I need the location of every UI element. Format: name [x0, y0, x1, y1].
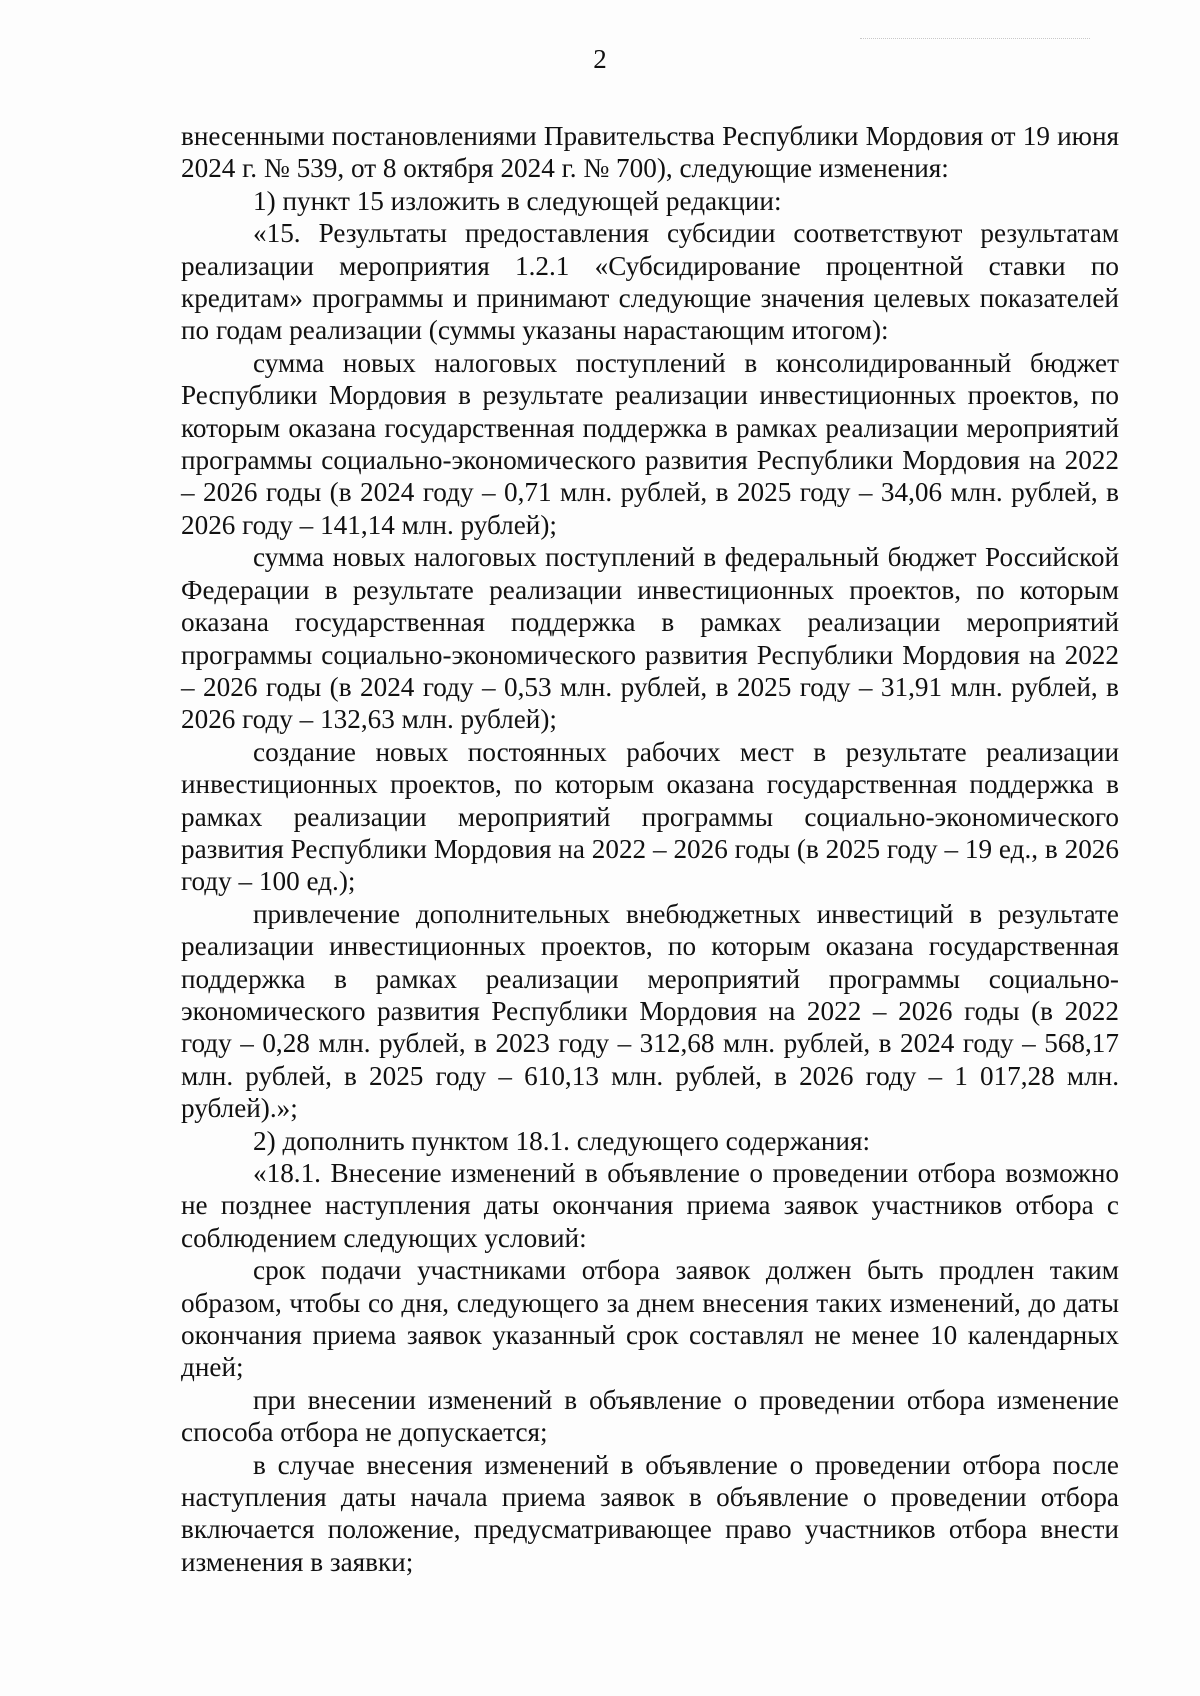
paragraph: «18.1. Внесение изменений в объявление о проведении отбора возможно не позднее наступления даты окончания приема заявок участников отбора с соблюдением следующих условий:	[181, 1158, 1119, 1253]
paragraph: срок подачи участниками отбора заявок должен быть продлен таким образом, чтобы со дня, следующего за днем внесения таких изменений, до даты окончания приема заявок указанный срок составлял не менее 10 календарных дней;	[181, 1255, 1119, 1383]
paragraph: «15. Результаты предоставления субсидии соответствуют результатам реализации мероприятия 1.2.1 «Субсидирование процентной ставки по кредитам» программы и принимают следующие значения целевых показателей по годам реализации (суммы указаны нарастающим итогом):	[181, 218, 1119, 346]
paragraph: сумма новых налоговых поступлений в федеральный бюджет Российской Федерации в результате реализации инвестиционных проектов, по которым оказана государственная поддержка в рамках реализации мероприятий программы социально-экономического развития Республики Мордовия на 2022 – 2026 годы (в 2024 году – 0,53 млн. рублей, в 2025 году – 31,91 млн. рублей, в 2026 году – 132,63 млн. рублей);	[181, 542, 1119, 735]
paragraph: в случае внесения изменений в объявление о проведении отбора после наступления даты начала приема заявок в объявление о проведении отбора включается положение, предусматривающее право участников отбора внести изменения в заявки;	[181, 1449, 1119, 1577]
paragraph: при внесении изменений в объявление о проведении отбора изменение способа отбора не допускается;	[181, 1384, 1119, 1448]
paragraph: привлечение дополнительных внебюджетных инвестиций в результате реализации инвестиционных проектов, по которым оказана государственная поддержка в рамках реализации мероприятий программы социально-экономического развития Республики Мордовия на 2022 – 2026 годы (в 2022 году – 0,28 млн. рублей, в 2023 году – 312,68 млн. рублей, в 2024 году – 568,17 млн. рублей, в 2025 году – 610,13 млн. рублей, в 2026 году – 1 017,28 млн. рублей).»;	[181, 898, 1119, 1124]
document-body	[181, 120, 1119, 1578]
paragraph: 1) пункт 15 изложить в следующей редакции:	[253, 185, 782, 216]
page-number: 2	[593, 44, 607, 74]
paragraph: создание новых постоянных рабочих мест в результате реализации инвестиционных проектов, по которым оказана государственная поддержка в рамках реализации мероприятий программы социально-экономического развития Республики Мордовия на 2022 – 2026 годы (в 2025 году – 19 ед., в 2026 году – 100 ед.);	[181, 736, 1119, 897]
paragraph: сумма новых налоговых поступлений в консолидированный бюджет Республики Мордовия в результате реализации инвестиционных проектов, по которым оказана государственная поддержка в рамках реализации мероприятий программы социально-экономического развития Республики Мордовия на 2022 – 2026 годы (в 2024 году – 0,71 млн. рублей, в 2025 году – 34,06 млн. рублей, в 2026 году – 141,14 млн. рублей);	[181, 347, 1119, 540]
paragraph: 2) дополнить пунктом 18.1. следующего содержания:	[253, 1125, 871, 1156]
paragraph: внесенными постановлениями Правительства Республики Мордовия от 19 июня 2024 г. № 539, от 8 октября 2024 г. № 700), следующие изменения:	[181, 121, 1119, 184]
